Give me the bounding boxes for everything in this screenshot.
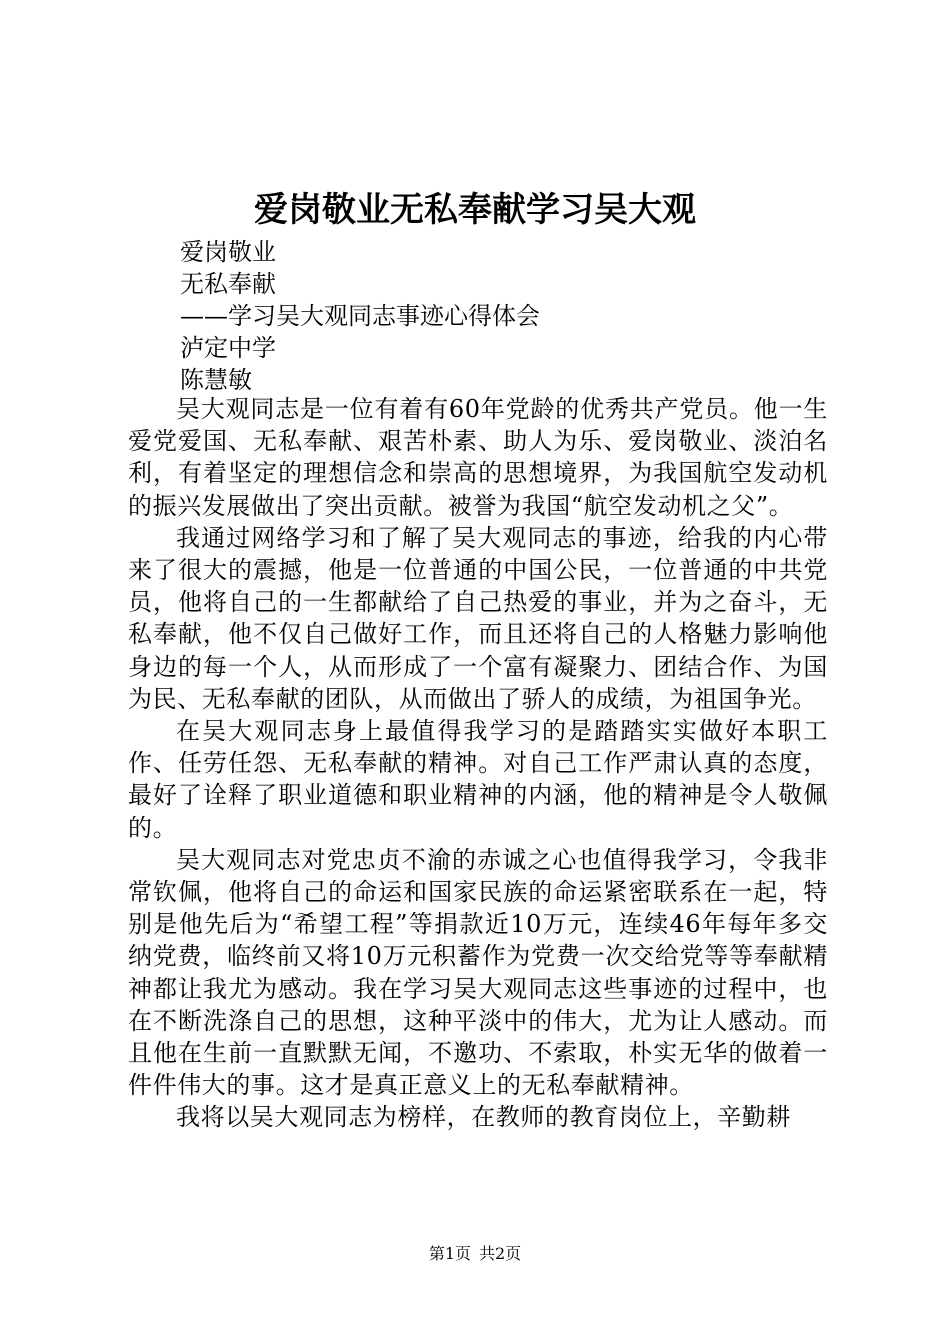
body-paragraph: 吴大观同志对党忠贞不渝的赤诚之心也值得我学习，令我非常钦佩，他将自己的命运和国家民族的命运紧密联系在一起，特别是他先后为“希望工程”等捐款近10万元，连续46年每年多交纳党费，临终前又将10万元积蓄作为党费一次交给党等等奉献精神都让我尤为感动。我在学习吴大观同志这些事迹的过程中，也在不断洗涤自己的思想，这种平淡中的伟大，尤为让人感动。而且他在生前一直默默无闻，不邀功、不索取，朴实无华的做着一件件伟大的事。这才是真正意义上的无私奉献精神。	[128, 845, 828, 1100]
document-body	[128, 393, 828, 1134]
page-total: 共2页	[479, 1244, 522, 1263]
page-number: 第1页	[428, 1244, 471, 1263]
page-footer	[0, 1243, 950, 1265]
body-paragraph: 我通过网络学习和了解了吴大观同志的事迹，给我的内心带来了很大的震撼，他是一位普通的中国公民，一位普通的中共党员，他将自己的一生都献给了自己热爱的事业，并为之奋斗，无私奉献，他不仅自己做好工作，而且还将自己的人格魅力影响他身边的每一个人，从而形成了一个富有凝聚力、团结合作、为国为民、无私奉献的团队，从而做出了骄人的成绩，为祖国争光。	[128, 523, 828, 713]
header-line-topic-1: 爱岗敬业	[180, 238, 276, 266]
header-line-school: 泸定中学	[180, 334, 276, 362]
body-paragraph: 吴大观同志是一位有着有60年党龄的优秀共产党员。他一生爱党爱国、无私奉献、艰苦朴素、助人为乐、爱岗敬业、淡泊名利，有着坚定的理想信念和崇高的思想境界，为我国航空发动机的振兴发展做出了突出贡献。被誉为我国“航空发动机之父”。	[128, 395, 828, 520]
body-paragraph: 在吴大观同志身上最值得我学习的是踏踏实实做好本职工作、任劳任怨、无私奉献的精神。对自己工作严肃认真的态度，最好了诠释了职业道德和职业精神的内涵，他的精神是令人敬佩的。	[128, 717, 828, 842]
document-title: 爱岗敬业无私奉献学习吴大观	[254, 190, 696, 230]
body-paragraph: 我将以吴大观同志为榜样，在教师的教育岗位上，辛勤耕	[176, 1103, 791, 1132]
header-line-topic-2: 无私奉献	[180, 270, 276, 298]
document-header-lines	[180, 236, 840, 396]
header-line-author: 陈慧敏	[180, 366, 252, 394]
header-line-subtitle: ——学习吴大观同志事迹心得体会	[180, 302, 540, 330]
